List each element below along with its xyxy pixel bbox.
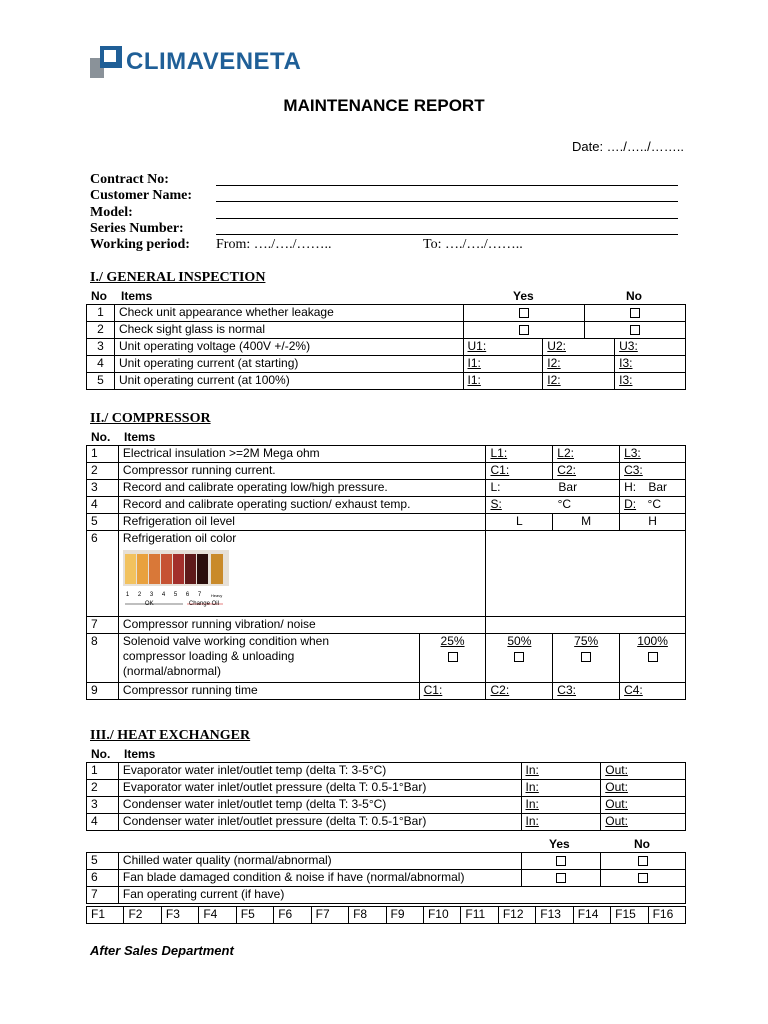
field-exhaust-temp[interactable] xyxy=(620,497,686,514)
model-label: Model: xyxy=(90,204,133,220)
field-l3[interactable]: L3: xyxy=(620,446,686,463)
field-in[interactable]: In: xyxy=(521,763,601,780)
table-row xyxy=(87,887,686,904)
fan-cell[interactable]: F16 xyxy=(648,907,685,924)
row-number: 2 xyxy=(87,322,115,339)
oil-num-heavy: Heavy xyxy=(210,593,223,598)
row-item: Compressor running time xyxy=(118,683,419,700)
field-i1[interactable]: I1: xyxy=(463,356,543,373)
row-number: 2 xyxy=(87,780,119,797)
field-l2[interactable]: L2: xyxy=(553,446,620,463)
fan-cell[interactable]: F3 xyxy=(161,907,198,924)
table-row xyxy=(87,463,686,480)
row-item: Refrigeration oil level xyxy=(118,514,486,531)
s2-items-header: Items xyxy=(124,430,156,444)
load-75-checkbox[interactable] xyxy=(553,634,620,683)
s1-items-header: Items xyxy=(121,289,153,303)
field-in[interactable]: In: xyxy=(521,797,601,814)
brand-name: CLIMAVENETA xyxy=(126,48,302,75)
table-row xyxy=(87,683,686,700)
row-item: Check sight glass is normal xyxy=(114,322,463,339)
s1-no-header: No xyxy=(91,289,107,303)
row-number: 7 xyxy=(87,617,119,634)
oil-color-chart xyxy=(123,546,229,612)
fan-cell[interactable]: F10 xyxy=(423,907,460,924)
s1-no-col-header: No xyxy=(626,289,642,303)
row-item: Compressor running vibration/ noise xyxy=(118,617,486,634)
row-number: 3 xyxy=(87,480,119,497)
row-number: 2 xyxy=(87,463,119,480)
row-number: 4 xyxy=(87,814,119,831)
field-u1[interactable]: U1: xyxy=(463,339,543,356)
section-2-title: II./ COMPRESSOR xyxy=(90,411,211,426)
oil-num-1: 1 xyxy=(125,592,130,598)
row-number: 4 xyxy=(87,497,119,514)
row-number: 4 xyxy=(87,356,115,373)
compressor-table xyxy=(86,445,686,700)
oil-ok-label: OK xyxy=(144,601,154,607)
row-item: Condenser water inlet/outlet temp (delta T: 3-5°C) xyxy=(118,797,521,814)
brand-logo xyxy=(90,46,301,78)
row-number: 8 xyxy=(87,634,119,683)
row-item: Fan operating current (if have) xyxy=(118,887,685,904)
working-label: Working period: xyxy=(90,237,190,253)
oil-color-cell xyxy=(118,531,486,617)
row-item: Record and calibrate operating suction/ exhaust temp. xyxy=(118,497,486,514)
info-block xyxy=(90,172,690,253)
s3-yes-header: Yes xyxy=(549,837,570,851)
field-time-c2[interactable]: C2: xyxy=(486,683,553,700)
fan-cell[interactable]: F1 xyxy=(87,907,124,924)
row-item: Unit operating voltage (400V +/-2%) xyxy=(114,339,463,356)
fan-cell[interactable]: F5 xyxy=(236,907,273,924)
field-i2[interactable]: I2: xyxy=(543,373,615,390)
load-50-label: 50% xyxy=(507,634,532,648)
oil-num-5: 5 xyxy=(173,592,178,598)
row-number: 1 xyxy=(87,305,115,322)
table-row xyxy=(87,763,686,780)
load-100-checkbox[interactable] xyxy=(620,634,686,683)
oil-num-4: 4 xyxy=(161,592,166,598)
field-out[interactable]: Out: xyxy=(601,763,686,780)
series-label: Series Number: xyxy=(90,220,184,236)
field-c3[interactable]: C3: xyxy=(620,463,686,480)
table-row xyxy=(87,356,686,373)
fan-cell[interactable]: F14 xyxy=(573,907,610,924)
table-row xyxy=(87,531,686,617)
row-number: 7 xyxy=(87,887,119,904)
load-25-checkbox[interactable] xyxy=(419,634,486,683)
no-checkbox[interactable] xyxy=(601,853,686,870)
model-line[interactable] xyxy=(216,218,678,219)
series-line[interactable] xyxy=(216,234,678,235)
fan-current-table xyxy=(86,906,686,924)
yes-checkbox[interactable] xyxy=(521,870,601,887)
report-date: Date: …./…../…….. xyxy=(572,139,684,154)
fan-cell[interactable]: F4 xyxy=(199,907,236,924)
general-inspection-table xyxy=(86,304,686,390)
suction-unit: °C xyxy=(557,497,572,511)
row-number: 3 xyxy=(87,339,115,356)
high-label: H: xyxy=(624,480,637,494)
s3-no-col-header: No xyxy=(634,837,650,851)
s3-items-header: Items xyxy=(124,747,156,761)
row-item: Electrical insulation >=2M Mega ohm xyxy=(118,446,486,463)
fan-cell[interactable]: F12 xyxy=(498,907,535,924)
load-25-label: 25% xyxy=(440,634,465,648)
customer-label: Customer Name: xyxy=(90,188,192,204)
row-item-line-2: compressor loading & unloading xyxy=(122,649,295,663)
fan-cell[interactable]: F6 xyxy=(274,907,311,924)
table-row xyxy=(87,853,686,870)
table-row xyxy=(87,780,686,797)
fan-cell[interactable]: F8 xyxy=(349,907,386,924)
oil-num-2: 2 xyxy=(137,592,142,598)
field-out[interactable]: Out: xyxy=(601,797,686,814)
table-row xyxy=(87,907,686,924)
field-time-c3[interactable]: C3: xyxy=(553,683,620,700)
field-i3[interactable]: I3: xyxy=(615,373,686,390)
customer-line[interactable] xyxy=(216,201,678,202)
field-i1[interactable]: I1: xyxy=(463,373,543,390)
contract-label: Contract No: xyxy=(90,172,169,187)
field-c1[interactable]: C1: xyxy=(486,463,553,480)
brand-mark-icon xyxy=(90,46,122,78)
contract-line[interactable] xyxy=(216,185,678,186)
page-title: MAINTENANCE REPORT xyxy=(283,96,485,115)
row-number: 5 xyxy=(87,853,119,870)
field-i3[interactable]: I3: xyxy=(615,356,686,373)
field-i2[interactable]: I2: xyxy=(543,356,615,373)
exhaust-unit: °C xyxy=(647,497,661,511)
field-out[interactable]: Out: xyxy=(601,814,686,831)
table-row xyxy=(87,617,686,634)
no-checkbox[interactable] xyxy=(585,322,686,339)
section-1-title: I./ GENERAL INSPECTION xyxy=(90,270,266,285)
table-row xyxy=(87,373,686,390)
no-checkbox[interactable] xyxy=(585,305,686,322)
fan-cell[interactable]: F9 xyxy=(386,907,423,924)
field-c2[interactable]: C2: xyxy=(553,463,620,480)
load-50-checkbox[interactable] xyxy=(486,634,553,683)
row-number: 5 xyxy=(87,373,115,390)
table-row xyxy=(87,305,686,322)
yes-checkbox[interactable] xyxy=(463,305,585,322)
vibration-field[interactable] xyxy=(486,617,686,634)
high-unit: Bar xyxy=(648,480,667,494)
s3-no-header: No. xyxy=(91,747,111,761)
oil-num-3: 3 xyxy=(149,592,154,598)
row-number: 5 xyxy=(87,514,119,531)
row-item: Refrigeration oil color xyxy=(122,531,237,545)
table-row xyxy=(87,446,686,463)
fan-cell[interactable]: F2 xyxy=(124,907,161,924)
field-u2[interactable]: U2: xyxy=(543,339,615,356)
row-number: 1 xyxy=(87,446,119,463)
table-row xyxy=(87,497,686,514)
field-in[interactable]: In: xyxy=(521,780,601,797)
row-item: Evaporator water inlet/outlet pressure (delta T: 0.5-1°Bar) xyxy=(118,780,521,797)
s1-yes-header: Yes xyxy=(513,289,534,303)
row-number: 6 xyxy=(87,531,119,617)
working-from[interactable]: From: …./…./…….. xyxy=(216,237,332,253)
fan-cell[interactable]: F15 xyxy=(611,907,648,924)
oil-color-field[interactable] xyxy=(486,531,686,617)
footer-department: After Sales Department xyxy=(90,943,234,958)
row-item xyxy=(118,634,419,683)
field-low-pressure[interactable] xyxy=(486,480,620,497)
working-to[interactable]: To: …./…./…….. xyxy=(423,237,523,253)
field-out[interactable]: Out: xyxy=(601,780,686,797)
heat-exchanger-check-table xyxy=(86,852,686,904)
field-time-c4[interactable]: C4: xyxy=(620,683,686,700)
row-item: Evaporator water inlet/outlet temp (delta T: 3-5°C) xyxy=(118,763,521,780)
table-row xyxy=(87,339,686,356)
suction-label: S: xyxy=(490,497,502,511)
section-3-title: III./ HEAT EXCHANGER xyxy=(90,728,251,743)
exhaust-label: D: xyxy=(624,497,637,511)
low-label: L: xyxy=(490,480,501,494)
load-100-label: 100% xyxy=(637,634,668,648)
oil-level-m[interactable]: M xyxy=(553,514,620,531)
row-item-line-3: (normal/abnormal) xyxy=(122,664,221,678)
row-item: Unit operating current (at starting) xyxy=(114,356,463,373)
yes-checkbox[interactable] xyxy=(521,853,601,870)
oil-level-h[interactable]: H xyxy=(620,514,686,531)
fan-cell[interactable]: F11 xyxy=(461,907,498,924)
oil-num-7: 7 xyxy=(197,592,202,598)
yes-checkbox[interactable] xyxy=(463,322,585,339)
table-row xyxy=(87,797,686,814)
field-high-pressure[interactable] xyxy=(620,480,686,497)
row-item: Record and calibrate operating low/high pressure. xyxy=(118,480,486,497)
row-number: 6 xyxy=(87,870,119,887)
field-suction-temp[interactable] xyxy=(486,497,620,514)
field-l1[interactable]: L1: xyxy=(486,446,553,463)
row-number: 3 xyxy=(87,797,119,814)
table-row xyxy=(87,634,686,683)
row-item: Check unit appearance whether leakage xyxy=(114,305,463,322)
table-row xyxy=(87,514,686,531)
s2-no-header: No. xyxy=(91,430,111,444)
fan-cell[interactable]: F13 xyxy=(536,907,573,924)
row-number: 1 xyxy=(87,763,119,780)
oil-level-l[interactable]: L xyxy=(486,514,553,531)
oil-num-6: 6 xyxy=(185,592,190,598)
heat-exchanger-table xyxy=(86,762,686,831)
table-row xyxy=(87,870,686,887)
row-item-line-1: Solenoid valve working condition when xyxy=(122,634,330,648)
fan-cell[interactable]: F7 xyxy=(311,907,348,924)
table-row xyxy=(87,322,686,339)
field-in[interactable]: In: xyxy=(521,814,601,831)
row-item: Chilled water quality (normal/abnormal) xyxy=(118,853,521,870)
row-item: Fan blade damaged condition & noise if have (normal/abnormal) xyxy=(118,870,521,887)
row-item: Unit operating current (at 100%) xyxy=(114,373,463,390)
load-75-label: 75% xyxy=(574,634,599,648)
row-item: Compressor running current. xyxy=(118,463,486,480)
table-row xyxy=(87,814,686,831)
table-row xyxy=(87,480,686,497)
no-checkbox[interactable] xyxy=(601,870,686,887)
oil-change-label: Change Oil xyxy=(188,601,219,607)
field-u3[interactable]: U3: xyxy=(615,339,686,356)
field-time-c1[interactable]: C1: xyxy=(419,683,486,700)
row-item: Condenser water inlet/outlet pressure (delta T: 0.5-1°Bar) xyxy=(118,814,521,831)
low-unit: Bar xyxy=(558,480,578,494)
row-number: 9 xyxy=(87,683,119,700)
